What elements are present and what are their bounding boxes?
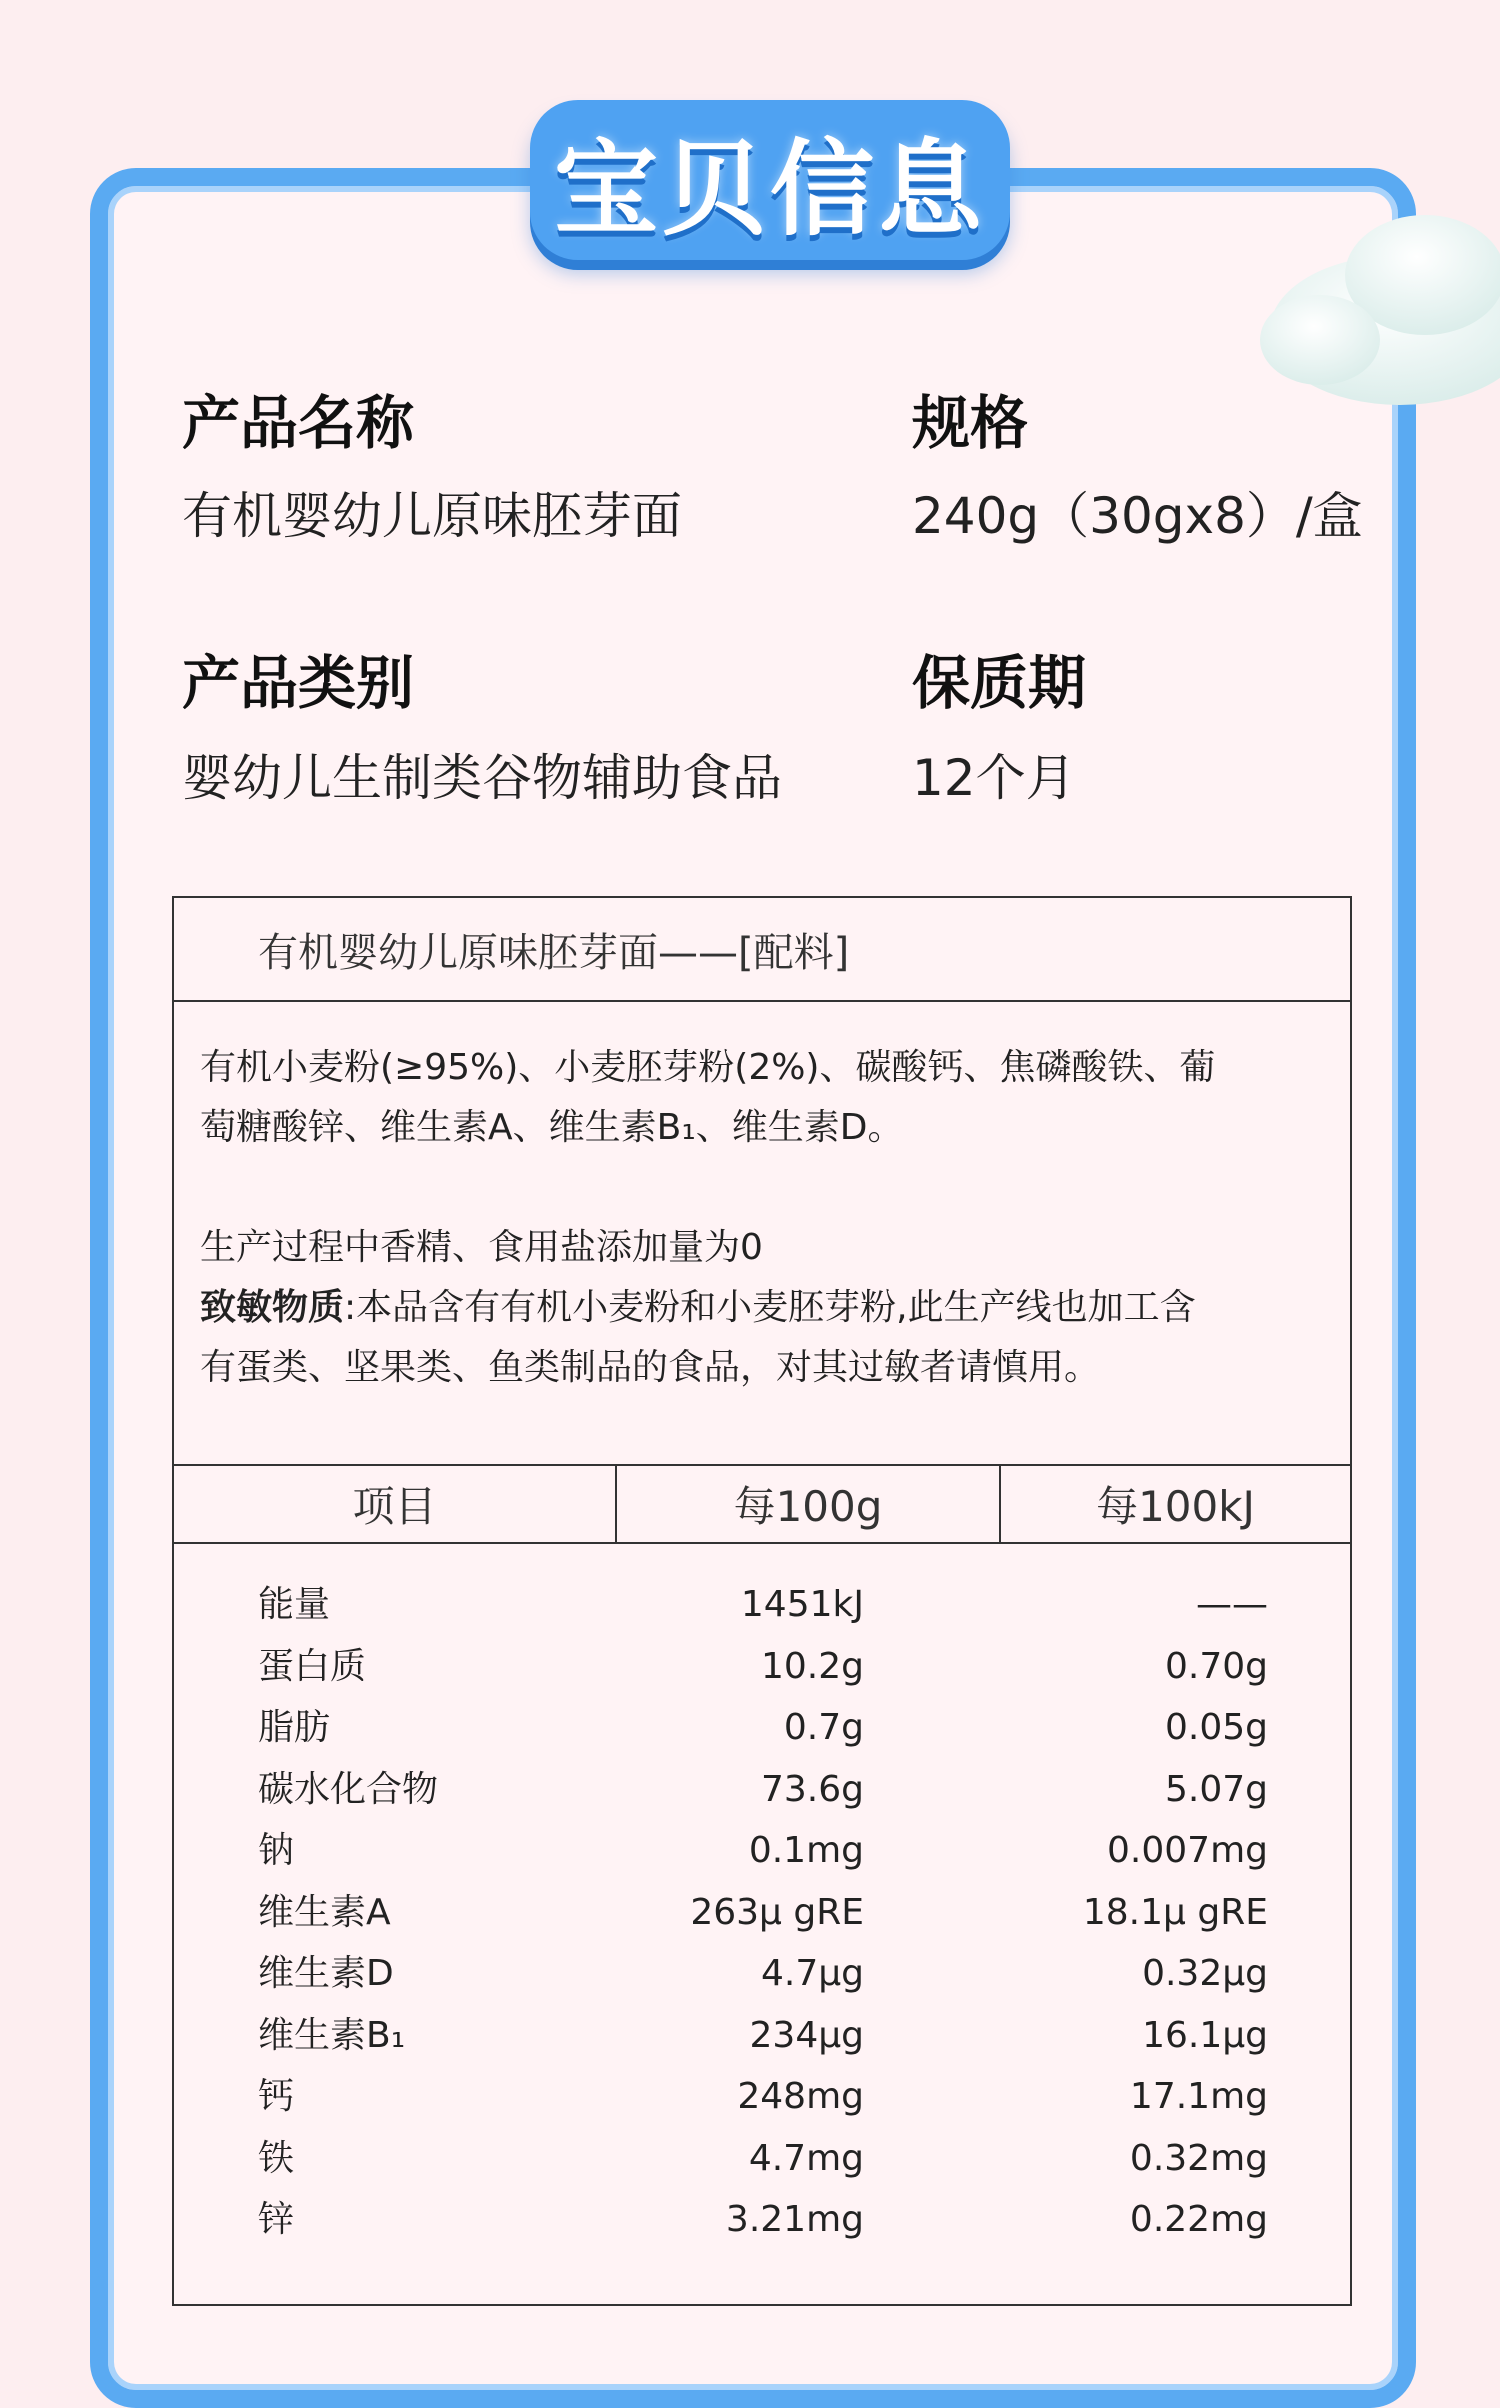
nutrition-rows bbox=[174, 1574, 1350, 2251]
nutrient-name: 维生素D bbox=[258, 1953, 394, 1994]
header-per-100g: 每100g bbox=[617, 1466, 1001, 1542]
table-row bbox=[174, 1574, 1350, 1636]
value-per-100kj: 0.05g bbox=[1164, 1707, 1268, 1748]
nutrient-name: 脂肪 bbox=[258, 1707, 331, 1748]
info-label-name: 产品名称 bbox=[182, 389, 415, 457]
value-per-100g: 248mg bbox=[737, 2076, 864, 2117]
value-per-100g: 234μg bbox=[749, 2014, 864, 2056]
value-per-100kj: —— bbox=[1196, 1584, 1268, 1625]
title-badge bbox=[530, 100, 1010, 260]
info-value-shelf-life: 12个月 bbox=[912, 749, 1076, 807]
value-per-100g: 4.7mg bbox=[748, 2137, 864, 2179]
ingredients-line: 有机小麦粉(≥95%)、小麦胚芽粉(2%)、碳酸钙、焦磷酸铁、葡 bbox=[200, 1047, 1216, 1088]
table-row bbox=[174, 1759, 1350, 1821]
info-label-shelf-life: 保质期 bbox=[912, 649, 1087, 717]
value-per-100g: 263μ gRE bbox=[690, 1891, 864, 1933]
nutrient-name: 能量 bbox=[258, 1584, 331, 1625]
ingredients-header: 有机婴幼儿原味胚芽面——[配料] bbox=[174, 898, 1350, 1002]
nutrient-name: 钙 bbox=[258, 2076, 295, 2117]
ingredients-line: 有蛋类、坚果类、鱼类制品的食品，对其过敏者请慎用。 bbox=[200, 1347, 1101, 1388]
table-row bbox=[174, 2005, 1350, 2067]
value-per-100kj: 0.32μg bbox=[1142, 1953, 1268, 1994]
ingredients-line: 生产过程中香精、食用盐添加量为0 bbox=[200, 1227, 763, 1268]
ingredients-line: 萄糖酸锌、维生素A、维生素B₁、维生素D。 bbox=[200, 1107, 904, 1148]
value-per-100g: 1451kJ bbox=[740, 1584, 864, 1625]
ingredients-text bbox=[174, 1002, 1350, 1388]
nutrient-name: 钠 bbox=[258, 1830, 295, 1871]
info-value-spec: 240g（30gx8）/盒 bbox=[912, 487, 1363, 545]
table-row bbox=[174, 2066, 1350, 2128]
value-per-100g: 0.7g bbox=[783, 1707, 864, 1748]
value-per-100kj: 17.1mg bbox=[1129, 2076, 1268, 2117]
value-per-100g: 73.6g bbox=[760, 1768, 864, 1810]
value-per-100kj: 0.22mg bbox=[1129, 2199, 1268, 2240]
nutrient-name: 维生素B₁ bbox=[258, 2014, 406, 2056]
value-per-100kj: 18.1μ gRE bbox=[1082, 1891, 1268, 1933]
table-row bbox=[174, 2189, 1350, 2251]
value-per-100kj: 5.07g bbox=[1164, 1768, 1268, 1810]
cloud-decoration-icon bbox=[1250, 200, 1500, 420]
allergen-text: :本品含有有机小麦粉和小麦胚芽粉,此生产线也加工含 bbox=[344, 1287, 1196, 1328]
nutrient-name: 锌 bbox=[258, 2199, 295, 2240]
table-row bbox=[174, 1636, 1350, 1698]
info-label-spec: 规格 bbox=[912, 389, 1029, 457]
value-per-100g: 3.21mg bbox=[725, 2199, 864, 2240]
page-title: 宝贝信息 bbox=[553, 128, 986, 250]
allergen-label: 致敏物质 bbox=[200, 1287, 345, 1328]
nutrient-name: 铁 bbox=[258, 2137, 295, 2179]
nutrition-header-row bbox=[174, 1464, 1350, 1544]
ingredients-nutrition-table bbox=[172, 896, 1352, 2306]
table-row bbox=[174, 1882, 1350, 1944]
value-per-100kj: 0.007mg bbox=[1107, 1830, 1268, 1871]
nutrient-name: 维生素A bbox=[258, 1891, 391, 1933]
header-per-100kj: 每100kJ bbox=[1096, 1482, 1255, 1531]
header-item: 项目 bbox=[174, 1466, 617, 1542]
value-per-100kj: 0.70g bbox=[1164, 1645, 1268, 1687]
info-label-category: 产品类别 bbox=[182, 649, 415, 717]
nutrient-name: 蛋白质 bbox=[258, 1645, 367, 1687]
table-row bbox=[174, 1943, 1350, 2005]
value-per-100g: 4.7μg bbox=[760, 1953, 864, 1994]
table-row bbox=[174, 1697, 1350, 1759]
table-row bbox=[174, 2128, 1350, 2190]
info-value-category: 婴幼儿生制类谷物辅助食品 bbox=[182, 749, 782, 807]
allergen-line bbox=[200, 1278, 1324, 1338]
value-per-100kj: 16.1μg bbox=[1142, 2014, 1268, 2056]
value-per-100g: 10.2g bbox=[760, 1645, 864, 1687]
value-per-100g: 0.1mg bbox=[748, 1830, 864, 1871]
nutrient-name: 碳水化合物 bbox=[258, 1768, 439, 1810]
value-per-100kj: 0.32mg bbox=[1129, 2137, 1268, 2179]
info-value-name: 有机婴幼儿原味胚芽面 bbox=[182, 487, 682, 545]
table-row bbox=[174, 1820, 1350, 1882]
